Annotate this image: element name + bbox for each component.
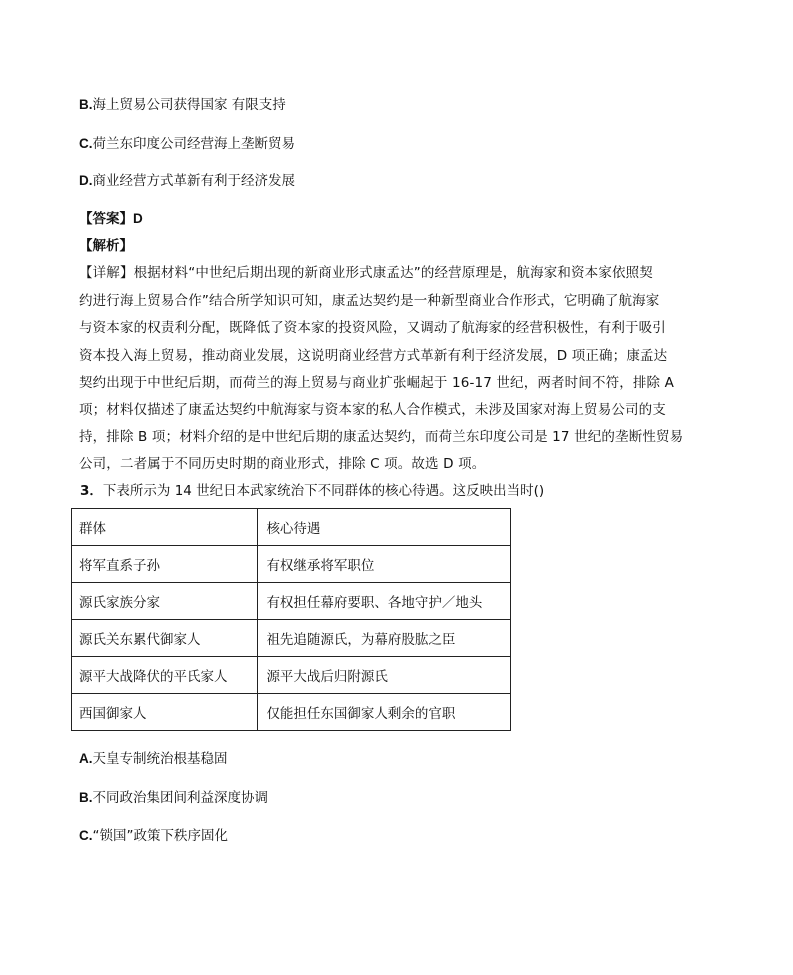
table-row	[72, 583, 511, 620]
table-cell: 有权继承将军职位	[258, 546, 511, 583]
option-letter: C.	[79, 828, 93, 843]
option-letter: C.	[79, 136, 93, 151]
table-header-cell: 核心待遇	[258, 509, 511, 546]
option-text: “锁国”政策下秩序固化	[92, 828, 228, 844]
option-text: 荷兰东印度公司经营海上垄断贸易	[92, 136, 295, 152]
detail-line: 与资本家的权责利分配，既降低了资本家的投资风险，又调动了航海家的经营积极性，有利于吸引	[79, 320, 666, 336]
option-text: 不同政治集团间利益深度协调	[92, 790, 268, 806]
option-letter: D.	[79, 173, 93, 188]
detail-line: 契约出现于中世纪后期，而荷兰的海上贸易与商业扩张崛起于 16-17 世纪，两者时间不符，排除 A	[79, 375, 675, 391]
option-c	[79, 827, 228, 845]
option-c-prev	[79, 135, 295, 153]
option-letter: A.	[79, 751, 93, 766]
option-b	[79, 789, 268, 807]
table-row	[72, 694, 511, 731]
option-letter: B.	[79, 97, 93, 112]
answer-value: D	[133, 211, 143, 226]
option-b-prev	[79, 96, 286, 114]
table-header-row	[72, 509, 511, 546]
table-row	[72, 546, 511, 583]
question-number: 3．	[80, 483, 103, 499]
question-3-stem	[80, 482, 544, 500]
table-row	[72, 657, 511, 694]
option-text: 海上贸易公司获得国家 有限支持	[92, 97, 286, 113]
table-header-cell: 群体	[72, 509, 258, 546]
table-cell: 祖先追随源氏，为幕府股肱之臣	[258, 620, 511, 657]
table-row	[72, 620, 511, 657]
detail-line: 公司，二者属于不同历史时期的商业形式，排除 C 项。故选 D 项。	[79, 456, 486, 472]
table-cell: 源平大战后归附源氏	[258, 657, 511, 694]
detail-line: 【详解】根据材料“中世纪后期出现的新商业形式康孟达”的经营原理是，航海家和资本家依照契	[79, 265, 653, 281]
detail-line: 项；材料仅描述了康孟达契约中航海家与资本家的私人合作模式，未涉及国家对海上贸易公司的支	[79, 402, 666, 418]
table-cell: 源氏家族分家	[72, 583, 258, 620]
question-text: 下表所示为 14 世纪日本武家统治下不同群体的核心待遇。这反映出当时()	[102, 483, 545, 499]
detail-line: 资本投入海上贸易，推动商业发展，这说明商业经营方式革新有利于经济发展，D 项正确；康孟达	[79, 348, 668, 364]
option-text: 商业经营方式革新有利于经济发展	[92, 173, 295, 189]
answer-line	[79, 210, 143, 228]
table-cell: 仅能担任东国御家人剩余的官职	[258, 694, 511, 731]
table-cell: 西国御家人	[72, 694, 258, 731]
table-cell: 有权担任幕府要职、各地守护／地头	[258, 583, 511, 620]
option-d-prev	[79, 172, 295, 190]
answer-label: 【答案】	[79, 211, 133, 227]
option-letter: B.	[79, 790, 93, 805]
option-text: 天皇专制统治根基稳固	[92, 751, 228, 767]
analysis-label: 【解析】	[79, 238, 133, 254]
treatment-table	[71, 508, 511, 731]
detail-line: 持，排除 B 项；材料介绍的是中世纪后期的康孟达契约，而荷兰东印度公司是 17 世纪的垄断性贸易	[79, 429, 684, 445]
table-cell: 源氏关东累代御家人	[72, 620, 258, 657]
table-cell: 源平大战降伏的平氏家人	[72, 657, 258, 694]
option-a	[79, 750, 228, 768]
detail-line: 约进行海上贸易合作”结合所学知识可知，康孟达契约是一种新型商业合作形式，它明确了航海家	[79, 293, 660, 309]
table-cell: 将军直系子孙	[72, 546, 258, 583]
